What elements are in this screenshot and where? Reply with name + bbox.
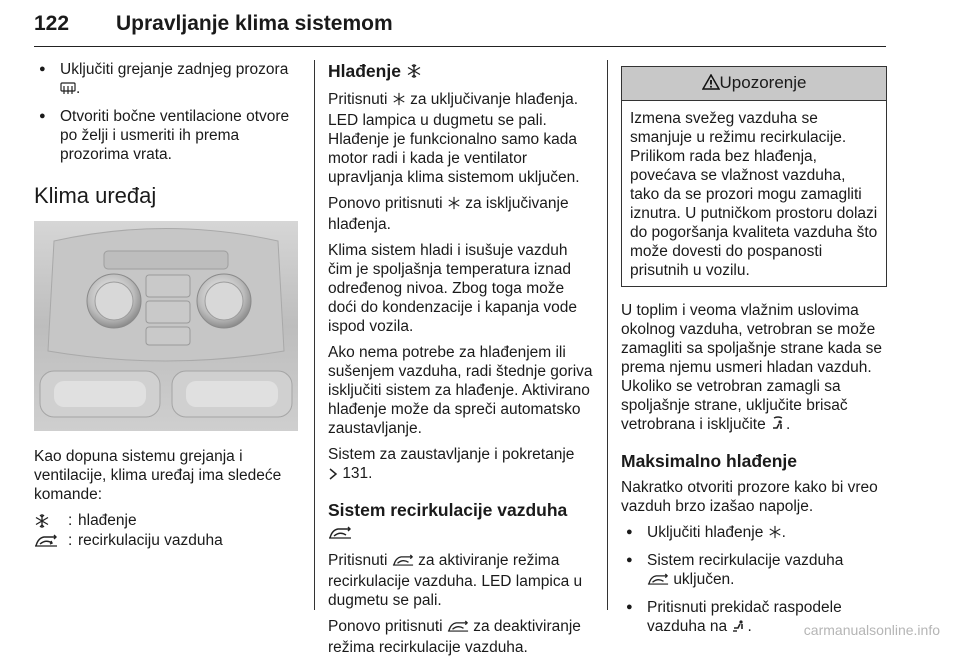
- warning-header: [622, 67, 886, 101]
- column-divider-left: [314, 60, 315, 610]
- intro-text: Kao dopuna sistemu grejanja i ventilacije, klima uređaj ima sledeće komande:: [34, 448, 282, 503]
- recirculation-icon: [328, 523, 352, 545]
- air-distribution-icon: [770, 416, 786, 436]
- cooling-paragraph-4: Ako nema potrebe za hlađenjem ili sušenjem vazduha, radi štednje goriva isključiti sistem za hlađenje. Aktivirano hlađenje može da spreči automatsko zaustavljanje.: [328, 344, 593, 437]
- climate-control-photo: [34, 221, 298, 431]
- snowflake-icon: [406, 62, 422, 84]
- page-reference-icon: [328, 466, 338, 485]
- snowflake-icon: [768, 525, 782, 544]
- list-item: ● Uključiti grejanje zadnjeg prozora .: [34, 60, 300, 100]
- rear-window-heating-icon: [60, 81, 76, 100]
- recirc-paragraph-1: Pritisnuti za aktiviranje režima recirkulacije vazduha. LED lampica u dugmetu se pali.: [328, 552, 583, 609]
- cooling-paragraph-2: Ponovo pritisnuti za isključivanje hlađenja.: [328, 195, 569, 233]
- snowflake-icon: [447, 196, 461, 215]
- cooling-heading: Hlađenje: [328, 60, 594, 84]
- cooling-paragraph-1: Pritisnuti za uključivanje hlađenja. LED lampica u dugmetu se pali. Hlađenje je funkcionalno samo kada motor radi i kada je ventilator upravljanja klima sistemom uključen.: [328, 91, 580, 186]
- bullet-side-vents: Otvoriti bočne ventilacione otvore po želji i usmeriti ih prema prozorima vrata.: [60, 108, 290, 163]
- page-number: 122: [34, 12, 70, 35]
- def-recirc: recirkulaciju vazduha: [78, 532, 223, 549]
- page-header: [34, 6, 886, 47]
- section-title: Klima uređaj: [34, 183, 157, 208]
- column-divider-right: [607, 60, 608, 610]
- column-right: [621, 66, 887, 645]
- recirculation-icon: [447, 619, 469, 638]
- bullet-rear-window-heating: Uključiti grejanje zadnjeg prozora: [60, 61, 289, 78]
- def-cooling: hlađenje: [78, 512, 137, 529]
- air-distribution-icon: [731, 618, 747, 638]
- max-cooling-paragraph: Nakratko otvoriti prozore kako bi vreo vazduh brzo izašao napolje.: [621, 479, 878, 515]
- column-middle: [328, 60, 594, 664]
- recirculation-icon: [34, 531, 68, 550]
- recirc-heading: Sistem recirkulacije vazduha: [328, 499, 594, 545]
- max-cooling-heading: Maksimalno hlađenje: [621, 451, 798, 471]
- snowflake-icon: [392, 92, 406, 111]
- warning-title: Upozorenje: [719, 73, 807, 92]
- warning-triangle-icon: [702, 74, 720, 94]
- list-item: [34, 107, 300, 164]
- cross-reference: Sistem za zaustavljanje i pokretanje 131.: [328, 445, 594, 485]
- snowflake-icon: [34, 511, 68, 530]
- column-left: [34, 60, 300, 551]
- def-row-recirc: : recirkulaciju vazduha: [34, 531, 300, 550]
- recirculation-icon: [392, 553, 414, 572]
- list-item: ● Uključiti hlađenje .: [621, 523, 887, 544]
- watermark: carmanualsonline.info: [803, 622, 940, 638]
- warning-box: [621, 66, 887, 287]
- def-row-cooling: : hlađenje: [34, 511, 300, 530]
- list-item: ● Sistem recirkulacije vazduha uključen.: [621, 551, 887, 591]
- list-item: ● Pritisnuti prekidač raspodele vazduha na .: [621, 598, 887, 638]
- recirc-paragraph-2: Ponovo pritisnuti za deaktiviranje režima recirkulacije vazduha.: [328, 618, 581, 656]
- fogging-paragraph: U toplim i veoma vlažnim uslovima okolnog vazduha, vetrobran se može zamagliti sa spoljašnje strane kada se prema njemu usmeri hladan vazduh. Ukoliko se vetrobran zamagli sa spoljašnje strane, uključite brisač vetrobrana i isključite .: [621, 301, 887, 436]
- warning-text: Izmena svežeg vazduha se smanjuje u režimu recirkulacije. Prilikom rada bez hlađenja, povećava se vlažnost vazduha, tako da se prozori mogu zamagliti iznutra. U putničkom prostoru dolazi do pogoršanja kvaliteta vazduha što može dovesti do pospanosti prisutnih u vozilu.: [630, 110, 878, 279]
- page-reference-link[interactable]: 131.: [342, 465, 373, 482]
- recirculation-icon: [647, 572, 669, 591]
- cooling-paragraph-3: Klima sistem hladi i isušuje vazduh čim je spoljašnja temperatura iznad određenog nivoa. Zbog toga može doći do kondenzacije i kapanja vode ispod vozila.: [328, 242, 578, 335]
- page-title: Upravljanje klima sistemom: [116, 12, 393, 35]
